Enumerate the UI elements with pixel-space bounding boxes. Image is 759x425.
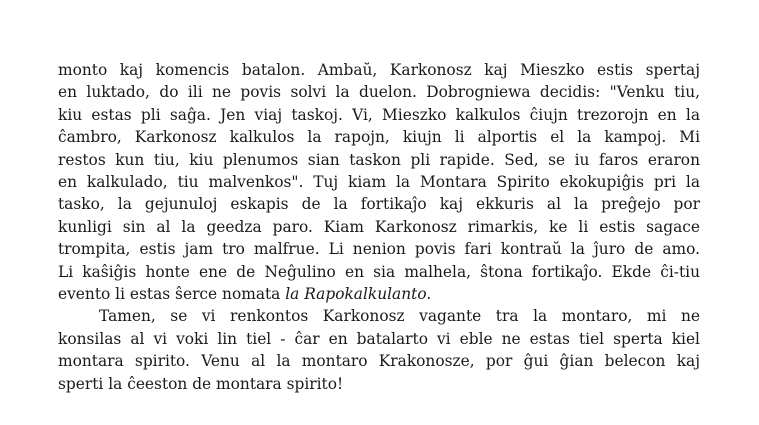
- text-line: en luktado, do ili ne povis solvi la duelon. Dobrogniewa decidis: "Venku tiu,: [58, 83, 700, 102]
- text-line: trompita, estis jam tro malfrue. Li nenion povis fari kontraŭ la ĵuro de amo.: [58, 240, 700, 259]
- italic-nickname: la Rapokalkulanto.: [285, 285, 432, 304]
- text-line: tasko, la gejunuloj eskapis de la fortikaĵo kaj ekkuris al la preĝejo por: [58, 195, 700, 214]
- text-line: Tamen, se vi renkontos Karkonosz vagante tra la montaro, mi ne: [99, 307, 700, 326]
- text-line: sperti la ĉeeston de montara spirito!: [58, 374, 344, 393]
- text-line-prefix: evento li estas ŝerce nomata: [58, 285, 286, 304]
- text-line: Li kaŝiĝis honte ene de Neĝulino en sia malhela, ŝtona fortikaĵo. Ekde ĉi-tiu: [58, 262, 700, 281]
- text-line: en kalkulado, tiu malvenkos". Tuj kiam la Montara Spirito ekokupiĝis pri la: [58, 173, 700, 192]
- document-page: [58, 59, 700, 395]
- paragraph-2: [58, 305, 700, 395]
- text-line: montara spirito. Venu al la montaro Krakonosze, por ĝui ĝian belecon kaj: [58, 352, 700, 371]
- text-line: konsilas al vi voki lin tiel - ĉar en batalarto vi eble ne estas tiel sperta kiel: [58, 329, 700, 348]
- paragraph-1: [58, 59, 700, 305]
- text-line: ĉambro, Karkonosz kalkulos la rapojn, kiujn li alportis el la kampoj. Mi: [58, 128, 700, 147]
- text-line: kunligi sin al la geedza paro. Kiam Karkonosz rimarkis, ke li estis sagace: [58, 217, 700, 236]
- text-line: restos kun tiu, kiu plenumos sian taskon pli rapide. Sed, se iu faros eraron: [58, 150, 700, 169]
- text-line: monto kaj komencis batalon. Ambaŭ, Karkonosz kaj Mieszko estis spertaj: [58, 61, 700, 79]
- text-line: [58, 283, 700, 305]
- text-line: kiu estas pli saĝa. Jen viaj taskoj. Vi, Mieszko kalkulos ĉiujn trezorojn en la: [58, 105, 700, 124]
